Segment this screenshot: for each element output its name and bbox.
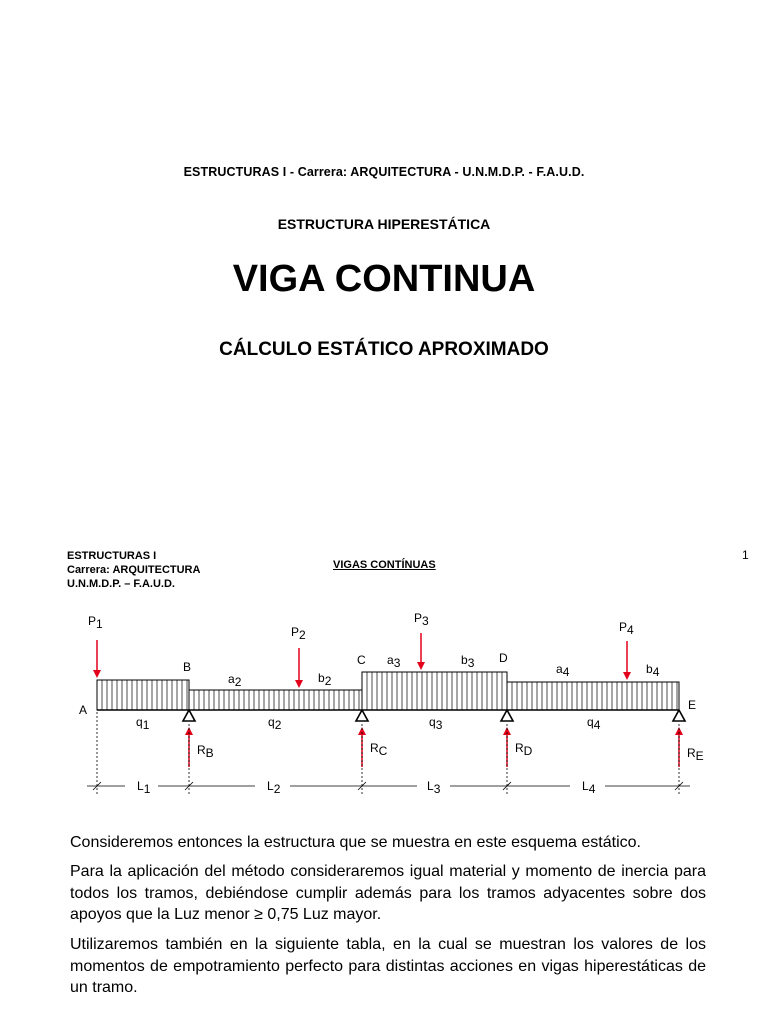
- body-paragraph-3: Utilizaremos también en la siguiente tabla, en la cual se muestran los valores de los momentos de empotramiento perfecto para distintas acciones en vigas hiperestáticas de un tramo.: [70, 936, 706, 996]
- support-e-label: E: [688, 698, 697, 712]
- load-p3-label: P3: [414, 611, 429, 628]
- figure-section-title: VIGAS CONTÍNUAS: [333, 559, 436, 571]
- reaction-re-label: RE: [687, 746, 704, 763]
- dim-a2-label: a2: [228, 672, 242, 689]
- body-paragraph-1: Consideremos entonces la estructura que se muestra en este esquema estático.: [70, 834, 641, 851]
- reaction-rb-label: RB: [197, 743, 214, 760]
- support-c-icon: [356, 710, 368, 721]
- dim-b4-label: b4: [646, 662, 660, 679]
- document-header-line: ESTRUCTURAS I - Carrera: ARQUITECTURA - U.N.M.D.P. - F.A.U.D.: [183, 165, 585, 179]
- dim-b3-label: b3: [461, 653, 475, 670]
- document-subheading: ESTRUCTURA HIPERESTÁTICA: [277, 216, 491, 232]
- support-d-label: D: [499, 651, 508, 665]
- support-d-icon: [501, 710, 513, 721]
- load-q2-label: q2: [268, 715, 282, 732]
- span-l3-label: L3: [427, 779, 441, 796]
- load-p1-label: P1: [88, 614, 103, 631]
- document-subtitle: CÁLCULO ESTÁTICO APROXIMADO: [219, 339, 549, 360]
- continuous-beam-diagram: [0, 600, 768, 810]
- load-p4-label: P4: [619, 620, 634, 637]
- span-l4-label: L4: [582, 779, 596, 796]
- reaction-rd-label: RD: [515, 741, 533, 758]
- load-q4-label: q4: [587, 715, 601, 732]
- load-p2-label: P2: [291, 625, 306, 642]
- reaction-rc-label: RC: [370, 741, 388, 758]
- support-b-icon: [183, 710, 195, 721]
- load-q1-label: q1: [136, 715, 150, 732]
- document-title: VIGA CONTINUA: [232, 258, 536, 300]
- course-line: ESTRUCTURAS I: [67, 550, 157, 562]
- support-a-label: A: [79, 703, 88, 717]
- span-l1-label: L1: [137, 779, 151, 796]
- course-line: U.N.M.D.P. – F.A.U.D.: [67, 578, 175, 590]
- course-line: Carrera: ARQUITECTURA: [67, 564, 201, 576]
- reactions: [189, 731, 679, 767]
- support-b-label: B: [183, 660, 192, 674]
- dim-b2-label: b2: [318, 671, 332, 688]
- distributed-load-hatching: [102, 672, 677, 710]
- support-e-icon: [673, 710, 685, 721]
- span-l2-label: L2: [267, 779, 281, 796]
- dim-a3-label: a3: [387, 653, 401, 670]
- body-paragraph-2: Para la aplicación del método consideraremos igual material y momento de inercia para todos los tramos, debiéndose cumplir además para los tramos adyacentes sobre dos apoyos que la Luz menor ≥ 0,75 Luz mayor.: [70, 863, 706, 923]
- support-c-label: C: [357, 653, 366, 667]
- load-q3-label: q3: [429, 715, 443, 732]
- diagram-labels: [79, 611, 704, 796]
- dim-a4-label: a4: [556, 662, 570, 679]
- figure-course-block: [67, 549, 200, 591]
- page-number: 1: [742, 548, 749, 562]
